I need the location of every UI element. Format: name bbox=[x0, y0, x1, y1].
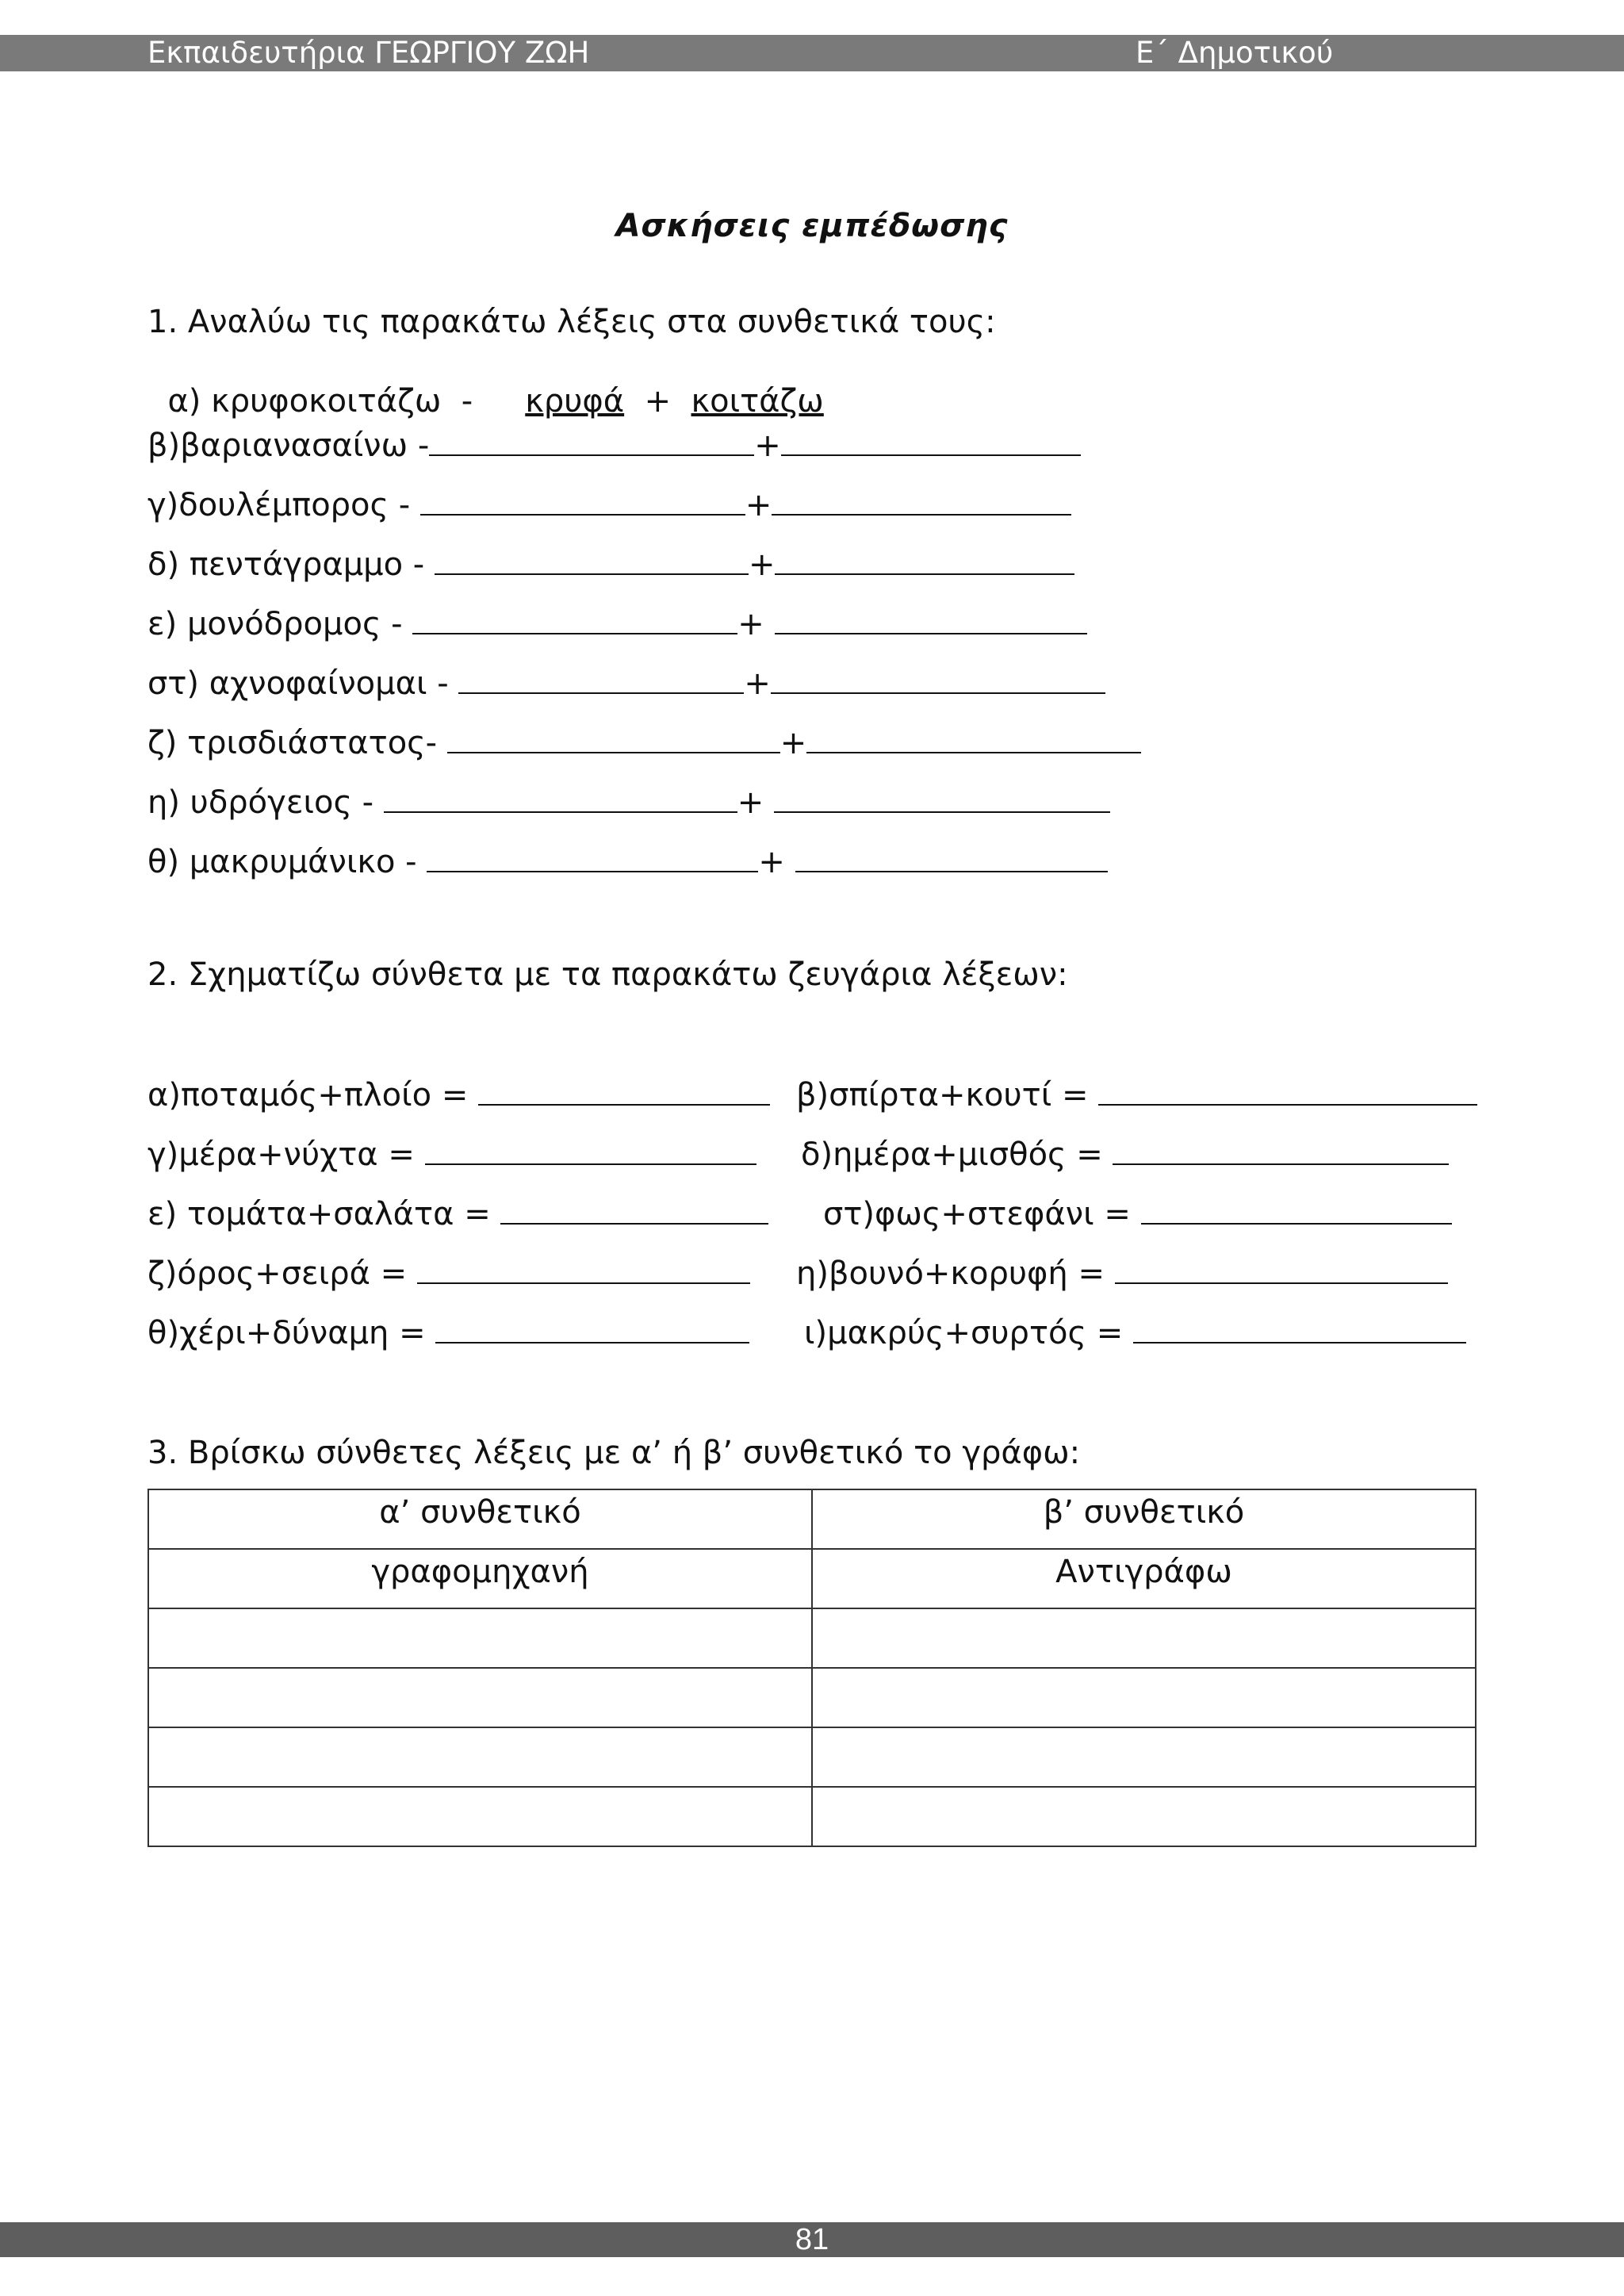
answer-blank[interactable] bbox=[384, 783, 737, 813]
answer-blank[interactable] bbox=[775, 545, 1074, 575]
school-name: Εκπαιδευτήρια ΓΕΩΡΓΙΟΥ ΖΩΗ bbox=[147, 36, 590, 70]
list-item: β)βαριανασαίνω - + bbox=[147, 426, 1081, 465]
pair-item: στ)φως+στεφάνι = bbox=[823, 1194, 1452, 1233]
list-item: δ) πεντάγραμμο - + bbox=[147, 545, 1074, 584]
column-header-a: α’ συνθετικό bbox=[148, 1489, 812, 1549]
answer-blank[interactable] bbox=[772, 485, 1071, 516]
exercise1-heading: 1. Αναλύω τις παρακάτω λέξεις στα συνθετικά τους: bbox=[147, 304, 996, 340]
answer-cell[interactable] bbox=[812, 1787, 1476, 1846]
answer-blank[interactable] bbox=[1098, 1075, 1477, 1106]
answer-cell[interactable] bbox=[812, 1608, 1476, 1668]
answer-blank[interactable] bbox=[771, 664, 1105, 694]
example-cell-a: γραφομηχανή bbox=[148, 1549, 812, 1608]
answer-blank[interactable] bbox=[1115, 1254, 1448, 1284]
pair-item: γ)μέρα+νύχτα = bbox=[147, 1135, 756, 1174]
exercise3-heading: 3. Βρίσκω σύνθετες λέξεις με α’ ή β’ συνθετικό το γράφω: bbox=[147, 1435, 1081, 1471]
pair-item: θ)χέρι+δύναμη = bbox=[147, 1313, 749, 1352]
example-part2: κοιτάζω bbox=[691, 383, 824, 420]
answer-cell[interactable] bbox=[148, 1727, 812, 1787]
header-bar bbox=[0, 35, 1624, 71]
answer-cell[interactable] bbox=[812, 1668, 1476, 1727]
footer-bar bbox=[0, 2222, 1624, 2257]
answer-blank[interactable] bbox=[775, 604, 1087, 634]
table-row bbox=[148, 1727, 1476, 1787]
answer-blank[interactable] bbox=[412, 604, 737, 634]
answer-blank[interactable] bbox=[795, 842, 1108, 872]
table-header-row bbox=[148, 1489, 1476, 1549]
answer-cell[interactable] bbox=[148, 1668, 812, 1727]
answer-blank[interactable] bbox=[447, 723, 780, 753]
pair-item: η)βουνό+κορυφή = bbox=[796, 1254, 1448, 1293]
list-item: γ)δουλέμπορος - + bbox=[147, 485, 1071, 524]
compound-words-table bbox=[147, 1489, 1477, 1847]
answer-blank[interactable] bbox=[774, 783, 1110, 813]
example-label: α) κρυφοκοιτάζω - bbox=[167, 383, 473, 420]
page-number: 81 bbox=[795, 2223, 829, 2256]
exercise2-heading: 2. Σχηματίζω σύνθετα με τα παρακάτω ζευγάρια λέξεων: bbox=[147, 956, 1068, 993]
answer-blank[interactable] bbox=[435, 1313, 749, 1343]
grade-label: Ε΄ Δημοτικού bbox=[1136, 36, 1334, 70]
list-item: η) υδρόγειος - + bbox=[147, 783, 1110, 822]
example-plus: + bbox=[644, 383, 672, 420]
answer-blank[interactable] bbox=[420, 485, 745, 516]
pair-item: ι)μακρύς+συρτός = bbox=[804, 1313, 1466, 1352]
list-item: στ) αχνοφαίνομαι - + bbox=[147, 664, 1105, 703]
table-row bbox=[148, 1787, 1476, 1846]
table-row bbox=[148, 1549, 1476, 1608]
pair-item: α)ποταμός+πλοίο = bbox=[147, 1075, 770, 1114]
pair-item: δ)ημέρα+μισθός = bbox=[801, 1135, 1449, 1174]
pair-item: ζ)όρος+σειρά = bbox=[147, 1254, 750, 1293]
list-item: ζ) τρισδιάστατος- + bbox=[147, 723, 1141, 762]
example-part1: κρυφά bbox=[525, 383, 625, 420]
answer-cell[interactable] bbox=[812, 1727, 1476, 1787]
answer-blank[interactable] bbox=[1133, 1313, 1466, 1343]
pair-item: β)σπίρτα+κουτί = bbox=[796, 1075, 1477, 1114]
list-item: θ) μακρυμάνικο - + bbox=[147, 842, 1108, 881]
answer-cell[interactable] bbox=[148, 1787, 812, 1846]
answer-blank[interactable] bbox=[781, 426, 1081, 456]
answer-blank[interactable] bbox=[435, 545, 749, 575]
answer-blank[interactable] bbox=[1113, 1135, 1449, 1165]
answer-blank[interactable] bbox=[429, 426, 754, 456]
answer-blank[interactable] bbox=[478, 1075, 770, 1106]
pair-item: ε) τομάτα+σαλάτα = bbox=[147, 1194, 768, 1233]
answer-blank[interactable] bbox=[425, 1135, 756, 1165]
answer-blank[interactable] bbox=[500, 1194, 768, 1225]
list-item: ε) μονόδρομος - + bbox=[147, 604, 1087, 643]
answer-blank[interactable] bbox=[427, 842, 758, 872]
answer-blank[interactable] bbox=[1141, 1194, 1452, 1225]
column-header-b: β’ συνθετικό bbox=[812, 1489, 1476, 1549]
page-title: Ασκήσεις εμπέδωσης bbox=[615, 208, 1009, 244]
example-cell-b: Αντιγράφω bbox=[812, 1549, 1476, 1608]
table-row bbox=[148, 1608, 1476, 1668]
exercise1-example bbox=[147, 344, 824, 420]
answer-blank[interactable] bbox=[806, 723, 1141, 753]
table-row bbox=[148, 1668, 1476, 1727]
answer-blank[interactable] bbox=[458, 664, 744, 694]
answer-blank[interactable] bbox=[417, 1254, 750, 1284]
answer-cell[interactable] bbox=[148, 1608, 812, 1668]
